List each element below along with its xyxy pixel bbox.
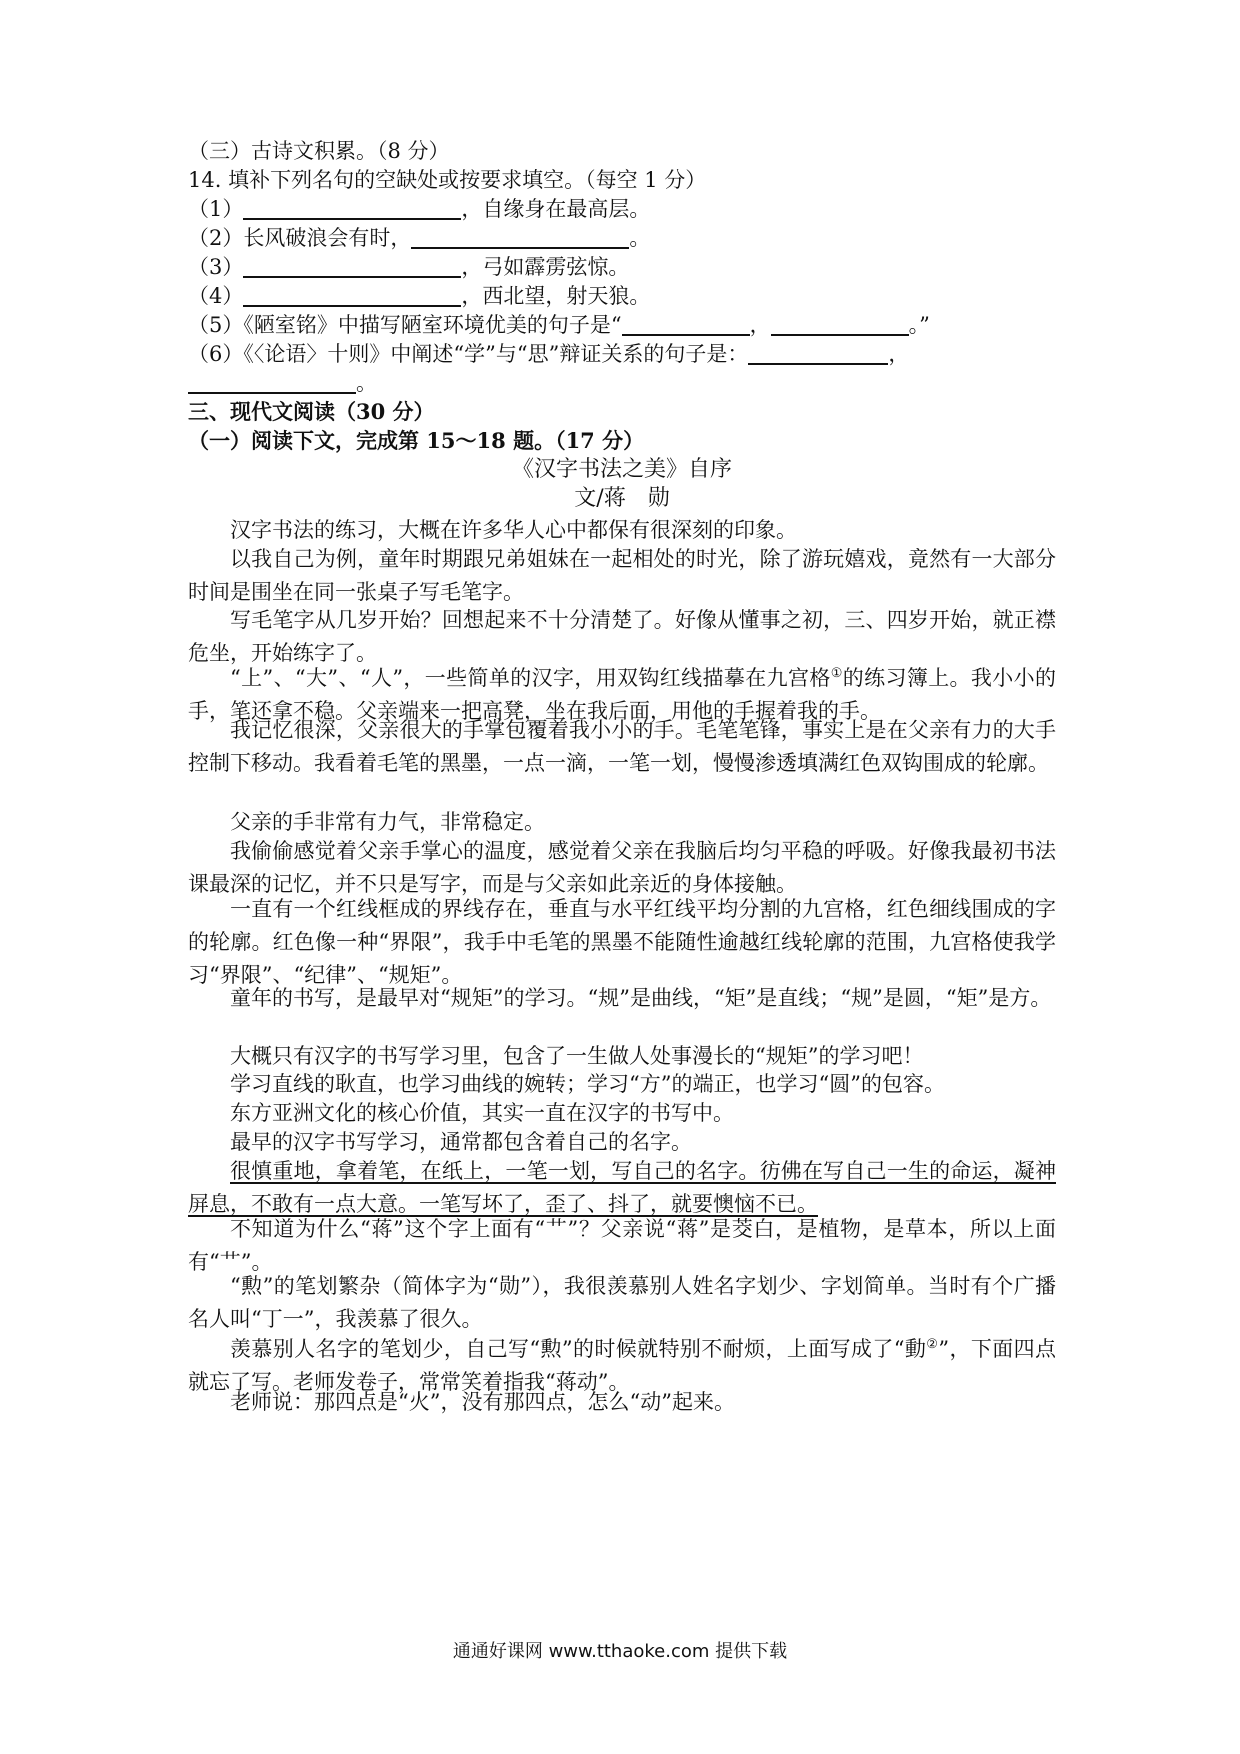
q14-item-6: （6）《〈论语〉十则》中阐述“学”与“思”辩证关系的句子是： ， [188,342,910,366]
footnote-mark: ② [926,1337,939,1352]
q14-item-3: （3） ，弓如霹雳弦惊。 [188,255,630,279]
subsection-title: （一）阅读下文，完成第 15～18 题。（17 分） [188,428,645,453]
answer-blank[interactable] [188,370,356,394]
underlined-paragraph: 很慎重地，拿着笔，在纸上，一笔一划，写自己的名字。彷佛在写自己一生的命运，凝神屏息，不敢有一点大意。一笔写坏了，歪了、抖了，就要懊恼不已。 [188,1159,1056,1216]
answer-blank[interactable] [748,341,888,365]
footnote-mark: ① [830,666,843,681]
q14-item-6-cont: 。 [188,368,377,398]
paragraph: 东方亚洲文化的核心价值，其实一直在汉字的书写中。 [230,1101,734,1125]
paragraph: 以我自己为例，童年时期跟兄弟姐妹在一起相处的时光，除了游玩嬉戏，竟然有一大部分时间是围坐在同一张桌子写毛笔字。 [188,547,1056,604]
page-footer: 通通好课网 www.tthaoke.com 提供下载 [452,1641,788,1662]
paragraph: 写毛笔字从几岁开始？回想起来不十分清楚了。好像从懂事之初，三、四岁开始，就正襟危坐，开始练字了。 [188,608,1056,665]
paragraph: 学习直线的耿直，也学习曲线的婉转；学习“方”的端正，也学习“圆”的包容。 [230,1072,945,1096]
q14-item-4: （4） ，西北望，射天狼。 [188,284,651,308]
article-title: 《汉字书法之美》自序 [511,457,732,482]
paragraph: 一直有一个红线框成的界线存在，垂直与水平红线平均分割的九宫格，红色细线围成的字的轮廓。红色像一种“界限”，我手中毛笔的黑墨不能随性逾越红线轮廓的范围，九宫格使我学习“界限”、“纪律”、“规矩”。 [188,897,1056,987]
q14-item-5: （5）《陋室铭》中描写陋室环境优美的句子是“ ， 。” [188,313,930,337]
paragraph: 大概只有汉字的书写学习里，包含了一生做人处事漫长的“规矩”的学习吧！ [230,1044,924,1068]
question-14-title: 14. 填补下列名句的空缺处或按要求填空。（每空 1 分） [188,168,707,192]
paragraph: 不知道为什么“蒋”这个字上面有“艹”？父亲说“蒋”是茭白，是植物，是草本，所以上面有“艹”。 [188,1217,1056,1274]
q14-item-1: （1） ，自缘身在最高层。 [188,197,651,221]
answer-blank[interactable] [411,225,629,249]
section-title: （三）古诗文积累。（8 分） [188,139,450,163]
paragraph: 汉字书法的练习，大概在许多华人心中都保有很深刻的印象。 [230,518,797,542]
paragraph: “勲”的笔划繁杂（简体字为“勋”），我很羡慕别人姓名字划少、字划简单。当时有个广播名人叫“丁一”，我羡慕了很久。 [188,1274,1056,1331]
q14-item-2: （2）长风破浪会有时， 。 [188,226,651,250]
answer-blank[interactable] [622,312,750,336]
paragraph: 父亲的手非常有力气，非常稳定。 [230,810,545,834]
part-title: 三、现代文阅读（30 分） [188,399,435,424]
paragraph: 最早的汉字书写学习，通常都包含着自己的名字。 [230,1130,692,1154]
paragraph: “上”、“大”、“人”，一些简单的汉字，用双钩红线描摹在九宫格①的练习簿上。我小小的手，笔还拿不稳。父亲端来一把高凳，坐在我后面，用他的手握着我的手。 [188,666,1057,723]
paragraph: 童年的书写，是最早对“规矩”的学习。“规”是曲线，“矩”是直线；“规”是圆，“矩”是方。 [230,986,1052,1010]
answer-blank[interactable] [243,196,461,220]
answer-blank[interactable] [243,283,461,307]
paragraph: 我记忆很深，父亲很大的手掌包覆着我小小的手。毛笔笔锋，事实上是在父亲有力的大手控制下移动。我看着毛笔的黑墨，一点一滴，一笔一划，慢慢渗透填满红色双钩围成的轮廓。 [188,718,1056,775]
answer-blank[interactable] [771,312,909,336]
article-author: 文/蒋 勋 [574,486,670,511]
paragraph: 老师说：那四点是“火”，没有那四点，怎么“动”起来。 [230,1390,735,1414]
paragraph: 羡慕别人名字的笔划少，自己写“勲”的时候就特别不耐烦，上面写成了“動②”，下面四点就忘了写。老师发卷子，常常笑着指我“蒋动”。 [188,1337,1056,1394]
answer-blank[interactable] [243,254,461,278]
paragraph: 我偷偷感觉着父亲手掌心的温度，感觉着父亲在我脑后均匀平稳的呼吸。好像我最初书法课最深的记忆，并不只是写字，而是与父亲如此亲近的身体接触。 [188,839,1056,896]
